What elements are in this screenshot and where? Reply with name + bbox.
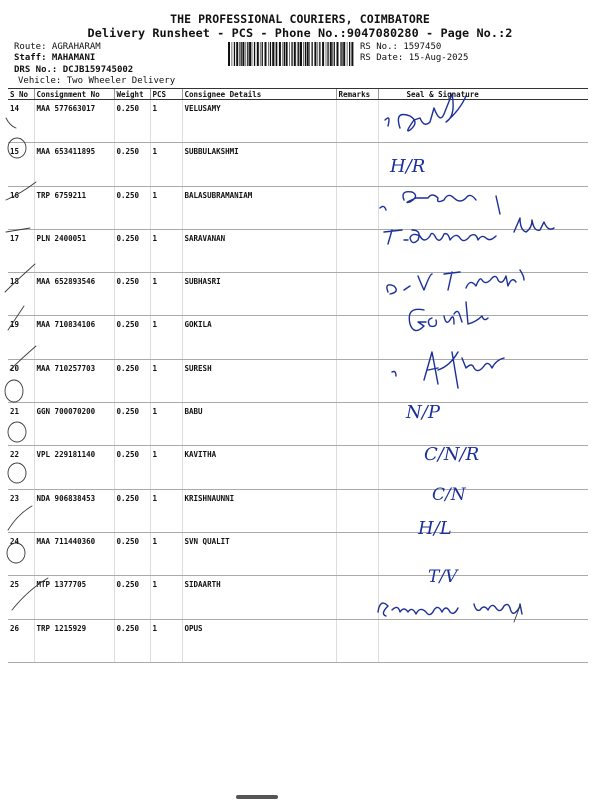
row-pcs: 1 <box>150 619 182 662</box>
table-row <box>8 359 588 402</box>
col-header-consignment: Consignment No <box>34 89 114 100</box>
row-sno: 20 <box>8 359 34 402</box>
row-signature-cell <box>378 100 588 143</box>
route-label: Route: AGRAHARAM <box>14 42 101 52</box>
row-signature-cell <box>378 316 588 359</box>
col-header-weight: Weight <box>114 89 150 100</box>
row-weight: 0.250 <box>114 619 150 662</box>
row-sno: 19 <box>8 316 34 359</box>
row-sno: 15 <box>8 143 34 186</box>
row-signature-cell <box>378 489 588 532</box>
table-row <box>8 186 588 229</box>
runsheet-table <box>8 88 588 663</box>
row-sno: 23 <box>8 489 34 532</box>
row-pcs: 1 <box>150 186 182 229</box>
row-consignment-no: MAA 653411895 <box>34 143 114 186</box>
row-pcs: 1 <box>150 229 182 272</box>
row-weight: 0.250 <box>114 316 150 359</box>
row-sno: 16 <box>8 186 34 229</box>
row-pcs: 1 <box>150 489 182 532</box>
row-consignee: SURESH <box>182 359 336 402</box>
row-weight: 0.250 <box>114 186 150 229</box>
row-consignee: SUBBULAKSHMI <box>182 143 336 186</box>
row-weight: 0.250 <box>114 576 150 619</box>
row-weight: 0.250 <box>114 532 150 575</box>
row-pcs: 1 <box>150 273 182 316</box>
row-weight: 0.250 <box>114 273 150 316</box>
row-weight: 0.250 <box>114 446 150 489</box>
row-sno: 21 <box>8 403 34 446</box>
table-header-row <box>8 89 588 100</box>
row-signature-cell <box>378 403 588 446</box>
table-row <box>8 576 588 619</box>
row-consignment-no: MAA 652893546 <box>34 273 114 316</box>
row-pcs: 1 <box>150 359 182 402</box>
table-row <box>8 273 588 316</box>
row-weight: 0.250 <box>114 143 150 186</box>
col-header-pcs: PCS <box>150 89 182 100</box>
table-row <box>8 489 588 532</box>
row-consignment-no: TRP 1215929 <box>34 619 114 662</box>
row-signature-cell <box>378 359 588 402</box>
row-remarks <box>336 576 378 619</box>
col-header-signature: Seal & Signature <box>378 89 588 100</box>
row-remarks <box>336 100 378 143</box>
row-sno: 18 <box>8 273 34 316</box>
barcode-image <box>228 42 356 66</box>
footer-smudge <box>236 795 278 799</box>
row-pcs: 1 <box>150 403 182 446</box>
row-consignment-no: MAA 710257703 <box>34 359 114 402</box>
row-sno: 22 <box>8 446 34 489</box>
row-signature-cell <box>378 576 588 619</box>
row-consignment-no: PLN 2400051 <box>34 229 114 272</box>
table-row <box>8 403 588 446</box>
row-remarks <box>336 229 378 272</box>
row-signature-cell <box>378 532 588 575</box>
row-remarks <box>336 273 378 316</box>
row-remarks <box>336 403 378 446</box>
table-row <box>8 229 588 272</box>
table-row <box>8 446 588 489</box>
row-remarks <box>336 446 378 489</box>
row-pcs: 1 <box>150 446 182 489</box>
table-row <box>8 100 588 143</box>
staff-label: Staff: MAHAMANI <box>14 53 96 63</box>
row-remarks <box>336 619 378 662</box>
row-sno: 24 <box>8 532 34 575</box>
signature-r15: H/R <box>390 156 426 177</box>
row-pcs: 1 <box>150 100 182 143</box>
col-header-remarks: Remarks <box>336 89 378 100</box>
company-title: THE PROFESSIONAL COURIERS, COIMBATORE <box>170 12 430 26</box>
rs-number: RS No.: 1597450 <box>360 42 442 52</box>
row-consignee: GOKILA <box>182 316 336 359</box>
row-weight: 0.250 <box>114 100 150 143</box>
row-consignee: SARAVANAN <box>182 229 336 272</box>
row-consignment-no: GGN 700070200 <box>34 403 114 446</box>
row-consignment-no: TRP 6759211 <box>34 186 114 229</box>
signature-r24: H/L <box>418 518 452 539</box>
row-sno: 14 <box>8 100 34 143</box>
row-consignee: KRISHNAUNNI <box>182 489 336 532</box>
row-sno: 26 <box>8 619 34 662</box>
row-pcs: 1 <box>150 316 182 359</box>
table-row <box>8 532 588 575</box>
signature-r25: T/V <box>428 567 458 587</box>
row-signature-cell <box>378 186 588 229</box>
row-remarks <box>336 489 378 532</box>
vehicle-label: Vehicle: Two Wheeler Delivery <box>18 76 176 86</box>
row-consignment-no: MAA 710834106 <box>34 316 114 359</box>
row-signature-cell <box>378 619 588 662</box>
row-consignment-no: MAA 577663017 <box>34 100 114 143</box>
row-remarks <box>336 143 378 186</box>
row-pcs: 1 <box>150 532 182 575</box>
row-remarks <box>336 532 378 575</box>
signature-r23: C/N <box>432 485 466 505</box>
row-pcs: 1 <box>150 143 182 186</box>
row-weight: 0.250 <box>114 229 150 272</box>
row-consignee: BABU <box>182 403 336 446</box>
row-consignment-no: VPL 229181140 <box>34 446 114 489</box>
col-header-sno: S No <box>8 89 34 100</box>
row-consignee: SVN QUALIT <box>182 532 336 575</box>
table-row <box>8 619 588 662</box>
col-header-consignee: Consignee Details <box>182 89 336 100</box>
runsheet-subtitle: Delivery Runsheet - PCS - Phone No.:9047080280 - Page No.:2 <box>87 26 513 40</box>
row-remarks <box>336 316 378 359</box>
signature-r21: N/P <box>406 402 440 423</box>
row-consignment-no: NDA 906838453 <box>34 489 114 532</box>
table-row <box>8 316 588 359</box>
row-consignee: KAVITHA <box>182 446 336 489</box>
row-signature-cell <box>378 143 588 186</box>
row-pcs: 1 <box>150 576 182 619</box>
signature-r22: C/N/R <box>424 444 480 465</box>
row-consignee: SUBHASRI <box>182 273 336 316</box>
row-signature-cell <box>378 446 588 489</box>
row-remarks <box>336 186 378 229</box>
row-sno: 17 <box>8 229 34 272</box>
row-consignment-no: MTP 1377705 <box>34 576 114 619</box>
row-consignee: BALASUBRAMANIAM <box>182 186 336 229</box>
row-consignment-no: MAA 711440360 <box>34 532 114 575</box>
row-consignee: SIDAARTH <box>182 576 336 619</box>
drs-number: DRS No.: DCJB159745002 <box>14 65 134 75</box>
row-weight: 0.250 <box>114 403 150 446</box>
rs-date: RS Date: 15-Aug-2025 <box>360 53 469 63</box>
row-weight: 0.250 <box>114 489 150 532</box>
row-weight: 0.250 <box>114 359 150 402</box>
row-consignee: OPUS <box>182 619 336 662</box>
table-row <box>8 143 588 186</box>
row-remarks <box>336 359 378 402</box>
row-signature-cell <box>378 273 588 316</box>
row-sno: 25 <box>8 576 34 619</box>
row-signature-cell <box>378 229 588 272</box>
row-consignee: VELUSAMY <box>182 100 336 143</box>
